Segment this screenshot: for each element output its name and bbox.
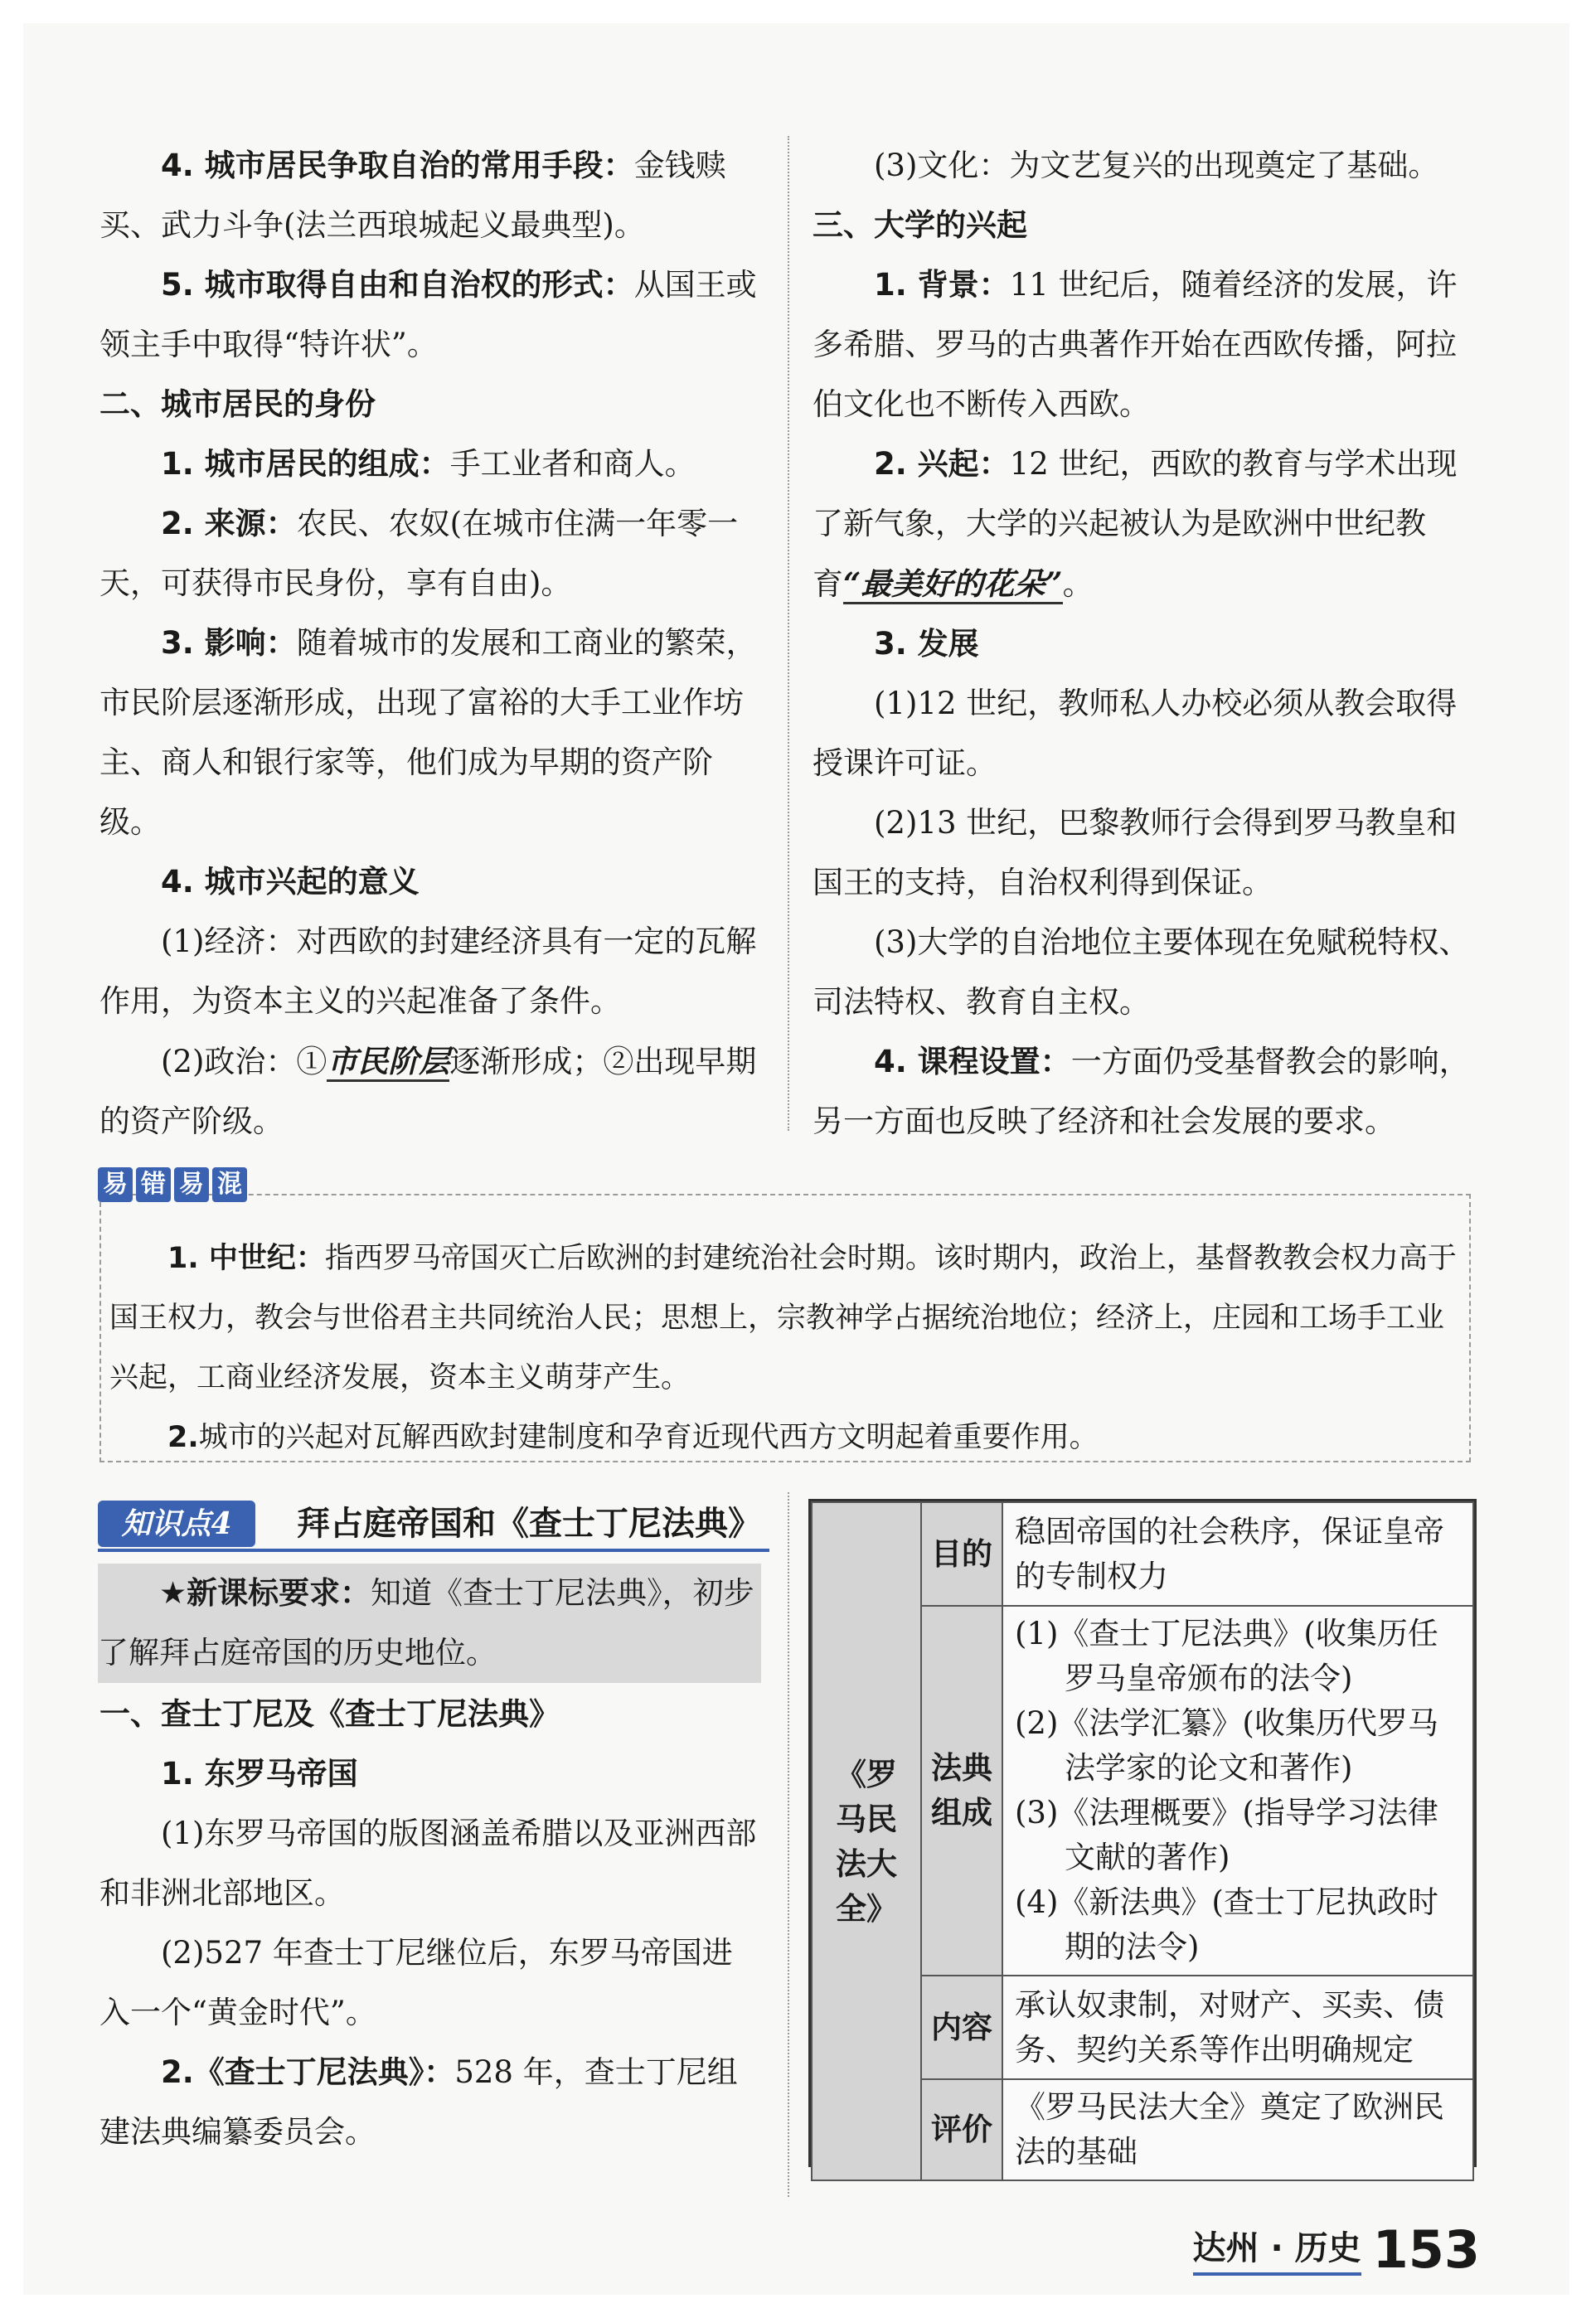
item-text: 随着城市的发展和工商业的繁荣，市民阶层逐渐形成，出现了富裕的大手工业作坊主、商人和银行家等，他们成为早期的资产阶级。 [99,625,757,840]
tag-char: 易 [174,1167,209,1202]
item-text: 指西罗马帝国灭亡后欧洲的封建统治社会时期。该时期内，政治上，基督教教会权力高于国王权力，教会与世俗君主共同统治人民；思想上，宗教神学占据统治地位；经济上，庄园和工场手工业兴起，工商业经济发展，资本主义萌芽产生。 [109,1242,1457,1394]
item-head: 1. 城市居民的组成： [161,446,450,482]
table-key: 评价 [921,2079,1002,2180]
item-head: 2. [167,1421,199,1454]
item-head: 3. 影响： [161,625,297,661]
table-key: 法典组成 [921,1606,1002,1976]
table-row [812,1502,1473,1606]
paragraph [99,255,763,375]
item-text: 知道《查士丁尼法典》，初步了解拜占庭帝国的历史地位。 [98,1575,754,1670]
left-column-top [99,136,763,1152]
item-head: 2.《查士丁尼法典》： [161,2054,455,2090]
item-text: 528 年，查士丁尼组建法典编纂委员会。 [99,2054,738,2150]
item-text: 从国王或领主手中取得“特许状”。 [99,267,757,362]
item-head: 4. 城市居民争取自治的常用手段： [161,148,634,183]
table-value-line: 《罗马民法大全》奠定了欧洲民法的基础 [1015,2089,1444,2170]
column-divider [788,136,789,1131]
knowledge-point-title: 拜占庭帝国和《查士丁尼法典》 [297,1505,761,1543]
item-head: 1. 背景： [874,267,1010,303]
mistakes-tag [98,1167,247,1202]
mistakes-text [109,1229,1461,1467]
table-main-header: 《罗马民法大全》 [812,1502,921,2180]
title-underline [98,1549,769,1552]
column-divider [788,1492,789,2197]
mistakes-box [99,1194,1471,1462]
paragraph [99,136,763,255]
politics-prefix: (2)政治：① [161,1044,327,1079]
knowledge-point-label: 知识点4 [98,1501,255,1547]
table-value [1002,1502,1473,1606]
table-value-line: (3)《法理概要》(指导学习法律文献的著作) [1015,1795,1438,1875]
paragraph [109,1408,1461,1467]
paragraph: (1)经济：对西欧的封建经济具有一定的瓦解作用，为资本主义的兴起准备了条件。 [99,924,757,1019]
item-text: 手工业者和商人。 [449,446,696,482]
item-text: 农民、农奴(在城市住满一年零一天，可获得市民身份，享有自由)。 [99,506,739,601]
section-heading: 一、查士丁尼及《查士丁尼法典》 [99,1696,560,1732]
table-key: 目的 [921,1502,1002,1606]
paragraph [98,1564,761,1683]
page-number: 153 [1372,2219,1480,2280]
roman-law-table [808,1499,1477,2170]
item-head: 1. 中世纪： [167,1242,325,1275]
paragraph [813,255,1476,434]
item-text: 一方面仍受基督教会的影响，另一方面也反映了经济和社会发展的要求。 [813,1044,1470,1139]
paragraph [99,852,763,912]
section-heading: 三、大学的兴起 [813,207,1027,243]
table-value-line: 稳固帝国的社会秩序，保证皇帝的专制权力 [1015,1513,1444,1594]
paragraph [99,613,763,852]
paragraph: (2)13 世纪，巴黎教师行会得到罗马教皇和国王的支持，自治权利得到保证。 [813,805,1458,900]
paragraph [109,1229,1461,1408]
tag-char: 混 [212,1167,247,1202]
table-value-line: (2)《法学汇纂》(收集历代罗马法学家的论文和著作) [1015,1705,1438,1786]
left-column-bottom [99,1685,763,2162]
item-text: 。 [1062,566,1094,602]
emphasis-text: 市民阶层 [327,1043,449,1082]
paragraph-politics [99,1031,763,1152]
table-value [1002,1606,1473,1976]
item-head: 3. 发展 [874,626,979,662]
curriculum-requirement [98,1564,761,1683]
table-value [1002,2079,1473,2180]
item-text: 11 世纪后，随着经济的发展，许多希腊、罗马的古典著作开始在西欧传播，阿拉伯文化也不断传入西欧。 [813,267,1458,422]
footer-label: 达州 · 历史 [1193,2222,1361,2276]
item-head: 2. 来源： [161,506,297,541]
paragraph [99,434,763,494]
tag-char: 错 [136,1167,171,1202]
section-heading: 二、城市居民的身份 [99,386,376,422]
table-value [1002,1976,1473,2079]
paragraph: (1)东罗马帝国的版图涵盖希腊以及亚洲西部和非洲北部地区。 [99,1816,757,1911]
paragraph: (3)文化：为文艺复兴的出现奠定了基础。 [874,148,1439,183]
item-text: 城市的兴起对瓦解西欧封建制度和孕育近现代西方文明起着重要作用。 [198,1421,1099,1454]
item-head: 1. 东罗马帝国 [161,1756,358,1792]
emphasis-text: “最美好的花朵” [843,565,1063,604]
tag-char: 易 [98,1167,133,1202]
right-column-top [813,136,1476,1152]
table-value-line: 承认奴隶制，对财产、买卖、债务、契约关系等作出明确规定 [1015,1986,1444,2068]
table-key: 内容 [921,1976,1002,2079]
item-head: ★新课标要求： [159,1575,371,1611]
table-value-line: (1)《查士丁尼法典》(收集历任罗马皇帝颁布的法令) [1015,1616,1438,1696]
page-footer [1192,2219,1480,2280]
item-text: 12 世纪，西欧的教育与学术出现了新气象，大学的兴起被认为是欧洲中世纪教育 [813,446,1458,602]
table-value-line: (4)《新法典》(查士丁尼执政时期的法令) [1015,1884,1438,1965]
item-head: 4. 城市兴起的意义 [161,864,420,900]
paragraph [99,2043,763,2162]
paragraph [813,434,1476,614]
item-head: 4. 课程设置： [874,1044,1071,1079]
paragraph [813,1032,1476,1152]
paragraph [99,494,763,613]
paragraph: (1)12 世纪，教师私人办校必须从教会取得授课许可证。 [813,686,1458,781]
politics-suffix: 逐渐形成；②出现早期的资产阶级。 [99,1044,757,1139]
paragraph: (2)527 年查士丁尼继位后，东罗马帝国进入一个“黄金时代”。 [99,1935,733,2030]
knowledge-point-banner [98,1501,769,1547]
item-head: 5. 城市取得自由和自治权的形式： [161,267,634,303]
paragraph: (3)大学的自治地位主要体现在免赋税特权、司法特权、教育自主权。 [813,924,1470,1020]
item-head: 2. 兴起： [874,446,1010,482]
item-text: 金钱赎买、武力斗争(法兰西琅城起义最典型)。 [99,148,726,243]
